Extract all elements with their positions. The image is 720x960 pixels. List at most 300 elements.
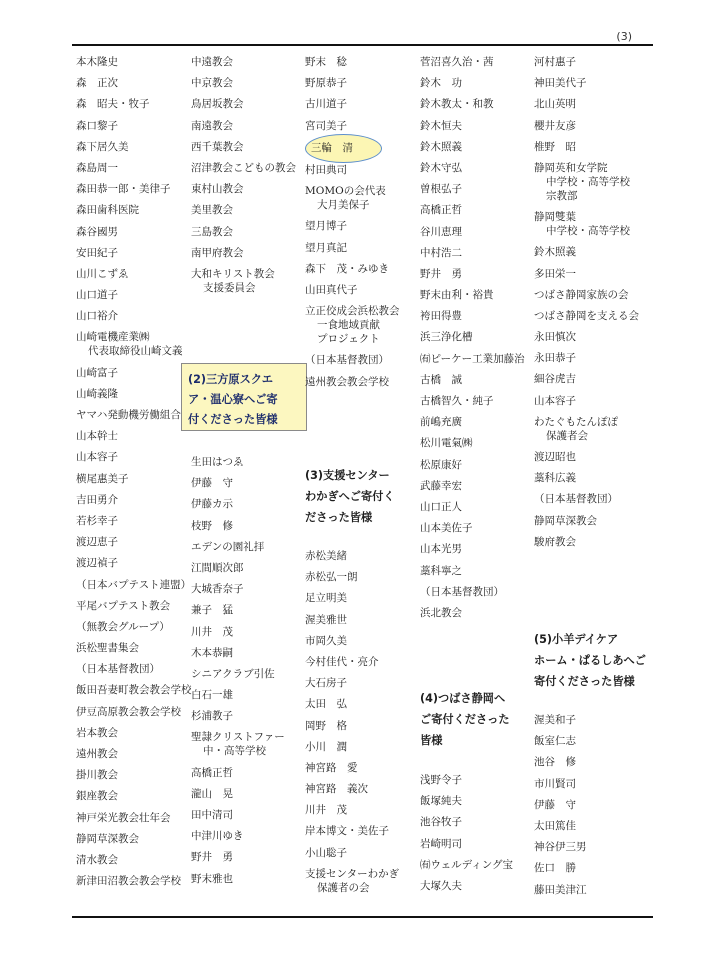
donor-name: 静岡雙葉: [534, 211, 576, 224]
donor-name: 森下 茂・みゆき: [305, 262, 389, 275]
donor-name: 美里教会: [191, 204, 233, 217]
donor-name: 古橋智久・純子: [420, 395, 494, 407]
donor-list: [191, 55, 303, 295]
donor-entry: [534, 245, 646, 259]
section-4-heading: [420, 688, 532, 751]
donor-name: 池谷 修: [534, 756, 576, 769]
donor-name: 鳥居坂教会: [191, 98, 244, 111]
donor-name: 野末由利・裕貴: [420, 289, 494, 302]
donor-name: 岡野 格: [305, 719, 347, 732]
donor-name: 野井 勇: [191, 851, 233, 864]
donor-name: （日本基督教団）: [305, 354, 389, 367]
section-4-heading-line: 皆様: [420, 734, 443, 747]
donor-name: 山田真代子: [305, 283, 358, 296]
donor-entry: [534, 777, 646, 791]
donor-name: 本木隆史: [76, 56, 118, 68]
page-number: (3): [616, 30, 632, 43]
donor-name: 神田美代子: [534, 77, 587, 90]
donor-name: 渡辺昭也: [534, 451, 576, 463]
donor-entry: [534, 535, 646, 549]
donor-name: 岩崎明司: [420, 837, 462, 850]
donor-entry: [191, 97, 303, 111]
donor-name: 大城香奈子: [191, 583, 244, 596]
donor-entry: [420, 585, 532, 599]
section-2-heading-box: [181, 363, 307, 431]
donor-name: ㈲ウェルディング宝: [420, 858, 514, 871]
donor-column-4: [420, 55, 532, 627]
donor-entry: [305, 613, 417, 627]
donor-entry: [76, 182, 188, 196]
donor-name-continued: プロジェクト: [317, 333, 380, 346]
donor-entry: [76, 811, 188, 825]
donor-name: 森 正次: [76, 77, 118, 90]
donor-entry: [191, 119, 303, 133]
donor-entry: [305, 824, 417, 838]
donor-entry: [191, 540, 303, 554]
donor-column-5-bottom: [534, 713, 646, 904]
donor-entry: [305, 76, 417, 90]
donor-name: 松原康好: [420, 458, 462, 471]
donor-entry: [534, 55, 646, 69]
donor-entry: [420, 794, 532, 808]
donor-name: 森口黎子: [76, 119, 118, 132]
donor-entry: [534, 492, 646, 506]
donor-entry: [420, 330, 532, 344]
donor-name: 神宮路 愛: [305, 761, 358, 774]
donor-entry: [191, 787, 303, 801]
donor-entry: [534, 161, 646, 203]
donor-name: 白石一雄: [191, 689, 233, 702]
donor-entry: [305, 97, 417, 111]
donor-entry: [76, 429, 188, 443]
donor-name: 南甲府教会: [191, 246, 244, 259]
donor-entry: [76, 225, 188, 239]
donor-name: 新津田沼教会教会学校: [76, 875, 181, 888]
donor-entry: [420, 500, 532, 514]
donor-entry: [534, 288, 646, 302]
donor-name: 足立明美: [305, 592, 347, 605]
donor-name: 西千葉教会: [191, 140, 244, 153]
donor-entry: [305, 184, 417, 212]
donor-name: 立正佼成会浜松教会: [305, 305, 400, 318]
donor-entry: [420, 140, 532, 154]
donor-name: 山口裕介: [76, 310, 118, 323]
donor-name: 吉田勇介: [76, 493, 118, 506]
donor-name: 藁科寧之: [420, 564, 462, 577]
donor-name: （無教会グループ）: [76, 620, 170, 633]
donor-name: 江間順次郎: [191, 561, 244, 574]
donor-entry: [420, 415, 532, 429]
donor-entry: [76, 76, 188, 90]
donor-name: 古橋 誠: [420, 373, 462, 386]
donor-name: 野井 勇: [420, 267, 462, 280]
donor-name: 掛川教会: [76, 769, 118, 782]
donor-entry: [534, 394, 646, 408]
donor-name: 大塚久夫: [420, 879, 462, 892]
donor-name: 岸本博文・美佐子: [305, 825, 389, 838]
donor-name: 永田恭子: [534, 352, 576, 365]
donor-entry: [420, 773, 532, 787]
donor-entry: [76, 853, 188, 867]
donor-entry: [76, 288, 188, 302]
donor-name: 前嶋充廣: [420, 416, 462, 429]
donor-entry: [305, 570, 417, 584]
donor-name: 森田恭一郎・美律子: [76, 183, 171, 196]
donor-entry: [534, 755, 646, 769]
donor-name: 佐口 勝: [534, 862, 576, 875]
donor-name: 浅野令子: [420, 774, 462, 786]
donor-entry: [191, 76, 303, 90]
donor-entry: [420, 309, 532, 323]
donor-entry: [534, 840, 646, 854]
donor-name: 小山聡子: [305, 846, 347, 859]
donor-entry: [305, 163, 417, 177]
donor-column-3-bottom: [305, 549, 417, 902]
donor-name: 渥美雅世: [305, 613, 347, 626]
donor-entry: [76, 267, 188, 281]
donor-name: つばさ静岡を支える会: [534, 309, 639, 322]
donor-entry: [534, 140, 646, 154]
donor-name: 高橋正哲: [420, 204, 462, 217]
donor-name: 生田はつゑ: [191, 456, 244, 468]
donor-name: 山本容子: [534, 394, 576, 407]
donor-entry: [534, 819, 646, 833]
donor-entry: [534, 97, 646, 111]
donor-name: 枝野 修: [191, 519, 233, 532]
highlighted-donor: 三輪 清: [311, 142, 353, 154]
donor-entry: [305, 241, 417, 255]
donor-name: 森 昭夫・牧子: [76, 98, 150, 111]
donor-name: 神谷伊三男: [534, 841, 587, 854]
donor-name-continued: 代表取締役山崎文義: [88, 345, 183, 358]
donor-entry: [191, 519, 303, 533]
donor-name: 横尾惠美子: [76, 472, 129, 485]
donor-entry: [420, 858, 532, 872]
donor-entry: [191, 476, 303, 490]
donor-name: （日本基督教団）: [76, 663, 160, 676]
donor-entry: [76, 119, 188, 133]
donor-name: （日本基督教団）: [420, 585, 504, 598]
donor-entry: [420, 352, 532, 366]
donor-name: 市川賢司: [534, 777, 576, 790]
donor-name: 山崎富子: [76, 366, 118, 379]
donor-name: 山口正人: [420, 500, 462, 513]
donor-name: 山本幹士: [76, 430, 118, 443]
donor-column-3: [305, 55, 417, 140]
donor-name: 細谷虎吉: [534, 373, 576, 386]
donor-name-continued: 保護者の会: [317, 881, 370, 894]
donor-name: 川井 茂: [305, 804, 347, 817]
donor-name-continued: 中・高等学校: [203, 745, 266, 758]
donor-name: 東村山教会: [191, 183, 244, 196]
section-3-heading-line: (3)支援センター: [305, 469, 390, 482]
section-3-heading-line: ださった皆様: [305, 511, 373, 524]
donor-name: 飯塚純夫: [420, 795, 462, 808]
donor-name: 野原恭子: [305, 77, 347, 90]
donor-entry: [305, 262, 417, 276]
donor-entry: [305, 719, 417, 733]
donor-entry: [76, 330, 188, 358]
donor-entry: [305, 803, 417, 817]
donor-name: 遠州教会: [76, 748, 118, 760]
donor-name-continued: 保護者会: [546, 429, 588, 442]
donor-name: 宮司美子: [305, 119, 347, 132]
donor-column-4-bottom: [420, 773, 532, 900]
donor-entry: [76, 55, 188, 69]
donor-entry: [305, 119, 417, 133]
donor-entry: [534, 450, 646, 464]
donor-entry: [191, 225, 303, 239]
donor-name: 支援センターわかぎ: [305, 867, 400, 880]
donor-entry: [76, 832, 188, 846]
donor-name: 中京教会: [191, 77, 233, 90]
donor-entry: [420, 436, 532, 450]
donor-name: 赤松美緒: [305, 550, 347, 562]
donor-name: 静岡草深教会: [76, 832, 139, 845]
donor-column-2: [191, 55, 303, 302]
donor-name: 鈴木照義: [420, 140, 462, 153]
donor-entry: [420, 394, 532, 408]
donor-name-continued: 中学校・高等学校: [546, 175, 630, 188]
donor-name: 南遠教会: [191, 119, 233, 132]
donor-entry: [534, 883, 646, 897]
donor-name-continued: 一食地域貢献: [317, 319, 380, 332]
donor-entry: [420, 606, 532, 620]
donor-name: 中村浩二: [420, 246, 462, 259]
donor-name: 大石房子: [305, 677, 347, 690]
donor-name: 伊藤 守: [534, 798, 576, 811]
donor-entry: [534, 861, 646, 875]
donor-name: 北山英明: [534, 98, 576, 111]
donor-entry: [305, 353, 417, 367]
donor-entry: [420, 267, 532, 281]
section-4-heading-line: (4)つばさ静岡へ: [420, 692, 506, 705]
donor-name: 兼子 猛: [191, 604, 233, 617]
donor-entry: [76, 493, 188, 507]
donor-name: 今村佳代・亮介: [305, 655, 379, 668]
donor-name: 清水教会: [76, 853, 118, 866]
donor-name: 山崎義隆: [76, 387, 118, 400]
donor-entry: [420, 55, 532, 69]
donor-entry: [305, 283, 417, 297]
donor-name: 飯田吾妻町教会教会学校: [76, 684, 192, 697]
donor-entry: [191, 582, 303, 596]
donor-name: 中遠教会: [191, 56, 233, 68]
section-3-heading-line: わかぎへご寄付く: [305, 490, 395, 503]
donor-entry: [76, 874, 188, 888]
donor-name: 大和キリスト教会: [191, 267, 275, 280]
donor-entry: [534, 351, 646, 365]
section-5-heading: [534, 629, 646, 692]
donor-entry: [191, 688, 303, 702]
donor-entry: [191, 161, 303, 175]
donor-entry: [534, 514, 646, 528]
donor-entry: [305, 740, 417, 754]
donor-entry: [534, 713, 646, 727]
donor-name: 望月博子: [305, 220, 347, 233]
donor-entry: [305, 304, 417, 346]
section-5-heading-line: ホーム・ぱるしあへご: [534, 654, 646, 667]
donor-entry: [191, 709, 303, 723]
donor-name: 古川道子: [305, 98, 347, 111]
donor-name: 森下居久美: [76, 140, 129, 153]
donor-name: 静岡英和女学院: [534, 161, 608, 174]
donor-name: 鈴木守弘: [420, 161, 462, 174]
donor-entry: [420, 161, 532, 175]
donor-entry: [534, 734, 646, 748]
donor-name: 高橋正哲: [191, 766, 233, 779]
donor-entry: [76, 161, 188, 175]
donor-entry: [191, 603, 303, 617]
donor-name: 銀座教会: [76, 790, 118, 803]
donor-entry: [191, 829, 303, 843]
donor-name: 山川こずゑ: [76, 267, 129, 280]
donor-entry: [191, 267, 303, 295]
donor-entry: [420, 203, 532, 217]
donor-entry: [305, 219, 417, 233]
donor-column-1: [76, 55, 192, 895]
donor-entry: [76, 514, 188, 528]
donor-name: 神戸栄光教会壮年会: [76, 811, 171, 824]
donor-name: シニアクラブ引佐: [191, 667, 275, 680]
donor-entry: [305, 697, 417, 711]
donor-entry: [76, 726, 188, 740]
donor-name: 太田篤佳: [534, 819, 576, 832]
donor-name: 遠州教会教会学校: [305, 375, 389, 388]
donor-entry: [76, 641, 188, 655]
donor-column-3-mid: [305, 163, 417, 396]
section-2-heading-line: ア・温心寮へご寄: [188, 393, 278, 406]
donor-entry: [76, 309, 188, 323]
donor-entry: [420, 246, 532, 260]
donor-name: 安田紀子: [76, 246, 118, 259]
donor-entry: [191, 182, 303, 196]
donor-entry: [191, 455, 303, 469]
donor-name: 田中清司: [191, 809, 233, 821]
donor-name: 櫻井友彦: [534, 119, 576, 132]
donor-name: 望月真記: [305, 241, 347, 254]
donor-name: 池谷牧子: [420, 816, 462, 829]
donor-name: 河村惠子: [534, 56, 576, 68]
donor-entry: [420, 815, 532, 829]
donor-name: わたぐもたんぽぽ: [534, 415, 618, 428]
donor-entry: [305, 634, 417, 648]
donor-entry: [76, 599, 188, 613]
donor-name: 山本容子: [76, 451, 118, 464]
top-rule: [72, 44, 653, 46]
donor-entry: [420, 373, 532, 387]
donor-entry: [76, 472, 188, 486]
donor-entry: [534, 415, 646, 443]
donor-name: 小川 潤: [305, 740, 347, 753]
donor-entry: [76, 556, 188, 570]
donor-name: 杉浦教子: [191, 710, 233, 723]
donor-name: 伊豆高原教会教会学校: [76, 705, 181, 718]
donor-name: 山本光男: [420, 543, 462, 556]
section-3-heading: [305, 465, 417, 528]
donor-entry: [191, 203, 303, 217]
donor-name: 浜松聖書集会: [76, 642, 139, 655]
donor-name: 沼津教会こどもの教会: [191, 161, 296, 174]
donor-entry: [534, 798, 646, 812]
donor-name-continued: 宗教部: [546, 189, 578, 202]
donor-name-continued: 中学校・高等学校: [546, 225, 630, 238]
donor-entry: [420, 458, 532, 472]
donor-entry: [305, 846, 417, 860]
donor-entry: [76, 203, 188, 217]
donor-name-continued: 支援委員会: [203, 281, 256, 294]
donor-name: エデンの園礼拝: [191, 540, 265, 553]
donor-entry: [420, 879, 532, 893]
donor-name: 渡辺禎子: [76, 557, 118, 570]
donor-name: 聖隷クリストファー: [191, 731, 285, 744]
donor-entry: [534, 471, 646, 485]
donor-entry: [76, 683, 192, 697]
donor-entry: [191, 766, 303, 780]
donor-name: 岩本教会: [76, 726, 118, 739]
donor-name: 木本恭嗣: [191, 646, 233, 659]
donor-name: MOMOの会代表: [305, 185, 386, 198]
donor-entry: [76, 450, 188, 464]
donor-entry: [76, 768, 188, 782]
donor-entry: [420, 288, 532, 302]
donor-entry: [76, 246, 188, 260]
donor-column-2-bottom: [191, 455, 303, 893]
donor-entry: [534, 119, 646, 133]
donor-name: 伊藤 守: [191, 477, 233, 490]
donor-entry: [191, 55, 303, 69]
donor-entry: [305, 761, 417, 775]
donor-entry: [191, 497, 303, 511]
donor-entry: [420, 119, 532, 133]
donor-name: 多田栄一: [534, 267, 576, 280]
donor-entry: [191, 850, 303, 864]
donor-name: 飯室仁志: [534, 735, 576, 748]
donor-entry: [191, 808, 303, 822]
donor-entry: [76, 140, 188, 154]
donor-entry: [534, 76, 646, 90]
donor-entry: [305, 867, 417, 895]
donor-name: 赤松弘一朗: [305, 571, 358, 584]
donor-name: 中津川ゆき: [191, 830, 244, 843]
donor-name: 浜三浄化槽: [420, 331, 473, 344]
donor-name: 鈴木照義: [534, 246, 576, 259]
donor-name: 森谷國男: [76, 225, 118, 238]
donor-entry: [420, 97, 532, 111]
donor-entry: [420, 182, 532, 196]
donor-name: ㈲ピーケー工業加藤治: [420, 352, 525, 365]
donor-name: ヤマハ発動機労働組合: [76, 409, 181, 421]
donor-entry: [191, 625, 303, 639]
donor-entry: [191, 730, 303, 758]
donor-name: 浜北教会: [420, 606, 462, 619]
donor-entry: [420, 76, 532, 90]
donor-entry: [76, 97, 188, 111]
donor-entry: [76, 789, 188, 803]
donor-name: 静岡草深教会: [534, 514, 597, 527]
donor-entry: [305, 549, 417, 563]
bottom-rule: [72, 916, 653, 918]
donor-entry: [191, 872, 303, 886]
donor-name: 山崎電機産業㈱: [76, 331, 150, 344]
donor-name: 太田 弘: [305, 698, 347, 711]
donor-entry: [305, 591, 417, 605]
donor-name: 鈴木 功: [420, 77, 462, 90]
donor-entry: [76, 408, 188, 422]
donor-name: 平尾バプテスト教会: [76, 599, 171, 612]
donor-entry: [534, 372, 646, 386]
donor-entry: [76, 705, 188, 719]
